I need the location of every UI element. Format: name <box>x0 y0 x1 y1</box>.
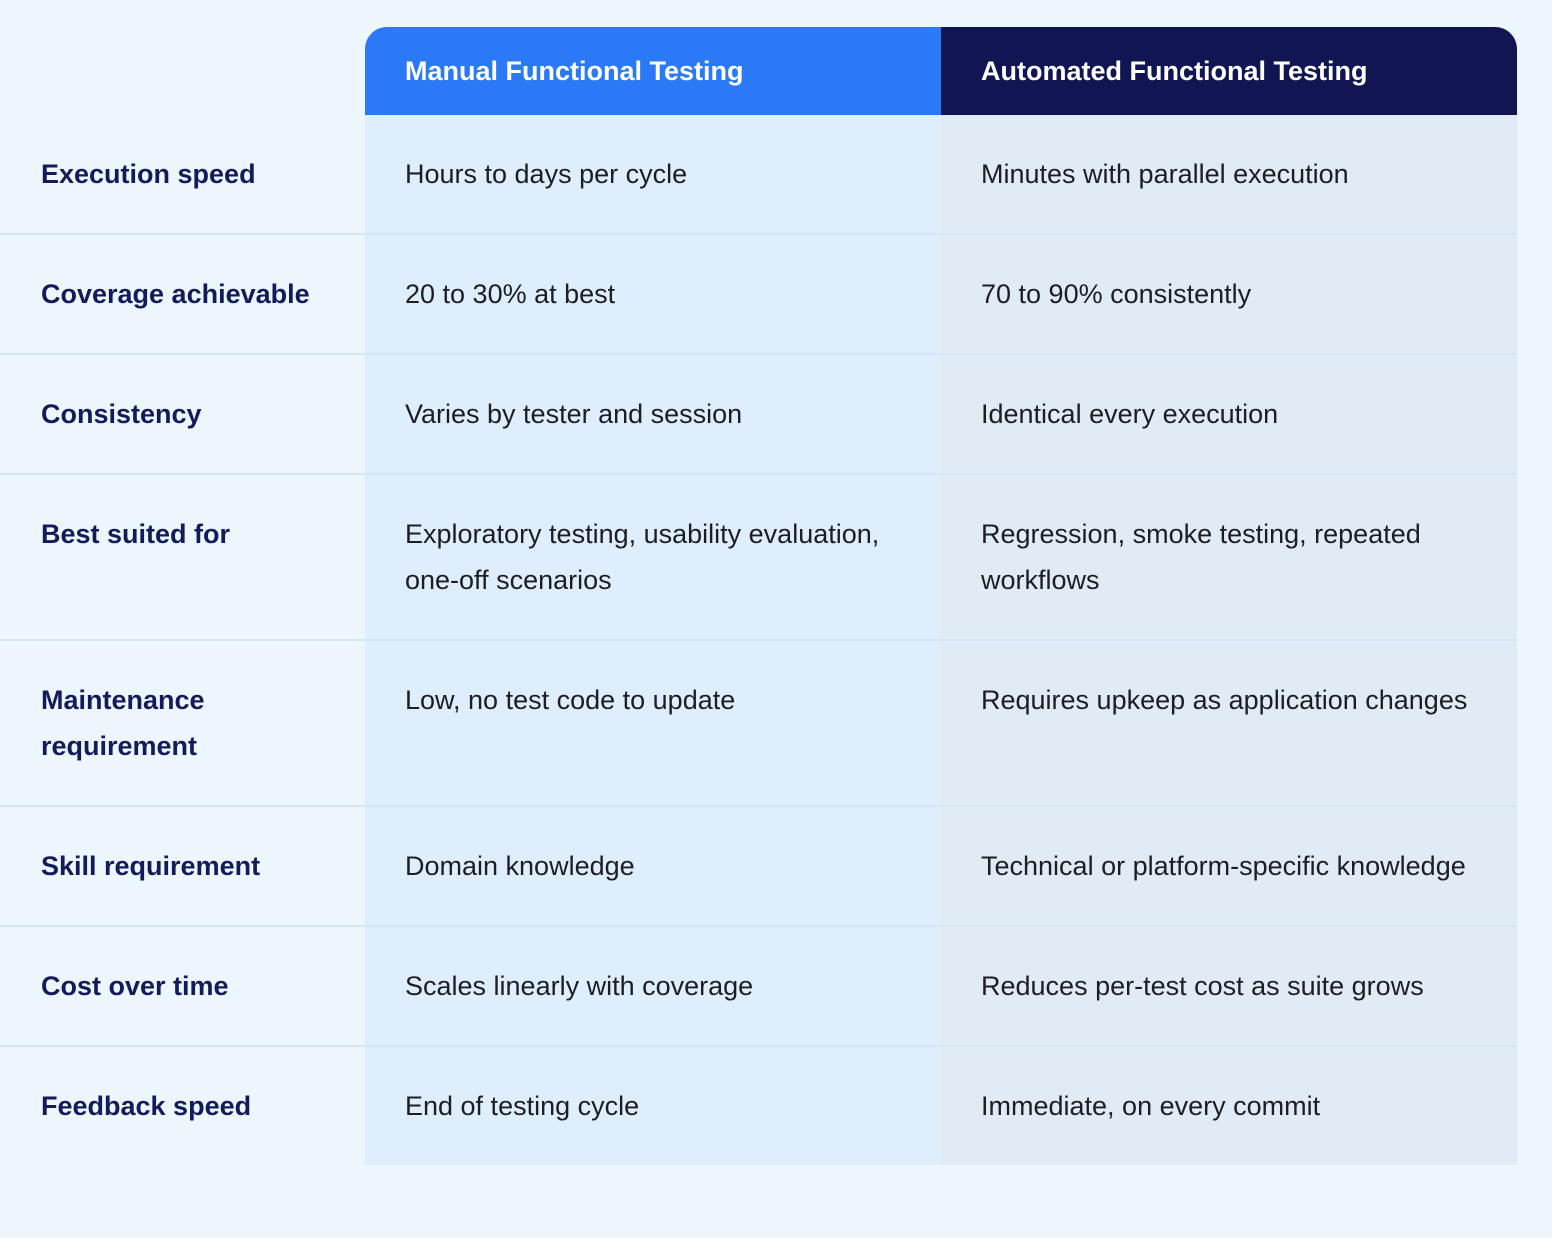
automated-cell: Immediate, on every commit <box>941 1047 1517 1165</box>
automated-cell: Requires upkeep as application changes <box>941 641 1517 805</box>
comparison-table <box>0 27 1517 1165</box>
automated-cell: Identical every execution <box>941 355 1517 473</box>
manual-cell: Exploratory testing, usability evaluation, one-off scenarios <box>365 475 941 639</box>
table-row <box>0 927 1517 1047</box>
table-row <box>0 475 1517 641</box>
row-label: Best suited for <box>41 519 231 549</box>
manual-cell: 20 to 30% at best <box>365 235 941 353</box>
table-row <box>0 641 1517 807</box>
table-row <box>0 115 1517 235</box>
row-label: Feedback speed <box>41 1091 252 1121</box>
row-label: Execution speed <box>41 159 256 189</box>
table-row <box>0 235 1517 355</box>
automated-cell: 70 to 90% consistently <box>941 235 1517 353</box>
table-row <box>0 355 1517 475</box>
table-row <box>0 1047 1517 1165</box>
manual-cell: Scales linearly with coverage <box>365 927 941 1045</box>
automated-cell: Reduces per-test cost as suite grows <box>941 927 1517 1045</box>
manual-cell: Varies by tester and session <box>365 355 941 473</box>
manual-cell: End of testing cycle <box>365 1047 941 1165</box>
manual-cell: Hours to days per cycle <box>365 115 941 233</box>
automated-cell: Regression, smoke testing, repeated workflows <box>941 475 1517 639</box>
automated-cell: Minutes with parallel execution <box>941 115 1517 233</box>
row-label: Cost over time <box>41 971 229 1001</box>
manual-cell: Domain knowledge <box>365 807 941 925</box>
row-label: Maintenance requirement <box>41 685 205 761</box>
row-label: Coverage achievable <box>41 279 310 309</box>
manual-cell: Low, no test code to update <box>365 641 941 805</box>
row-label: Consistency <box>41 399 202 429</box>
header-automated-functional-testing: Automated Functional Testing <box>941 27 1517 115</box>
row-label: Skill requirement <box>41 851 261 881</box>
table-row <box>0 807 1517 927</box>
header-spacer <box>0 27 365 115</box>
table-header-row <box>0 27 1517 115</box>
automated-cell: Technical or platform-specific knowledge <box>941 807 1517 925</box>
header-manual-functional-testing: Manual Functional Testing <box>365 27 941 115</box>
